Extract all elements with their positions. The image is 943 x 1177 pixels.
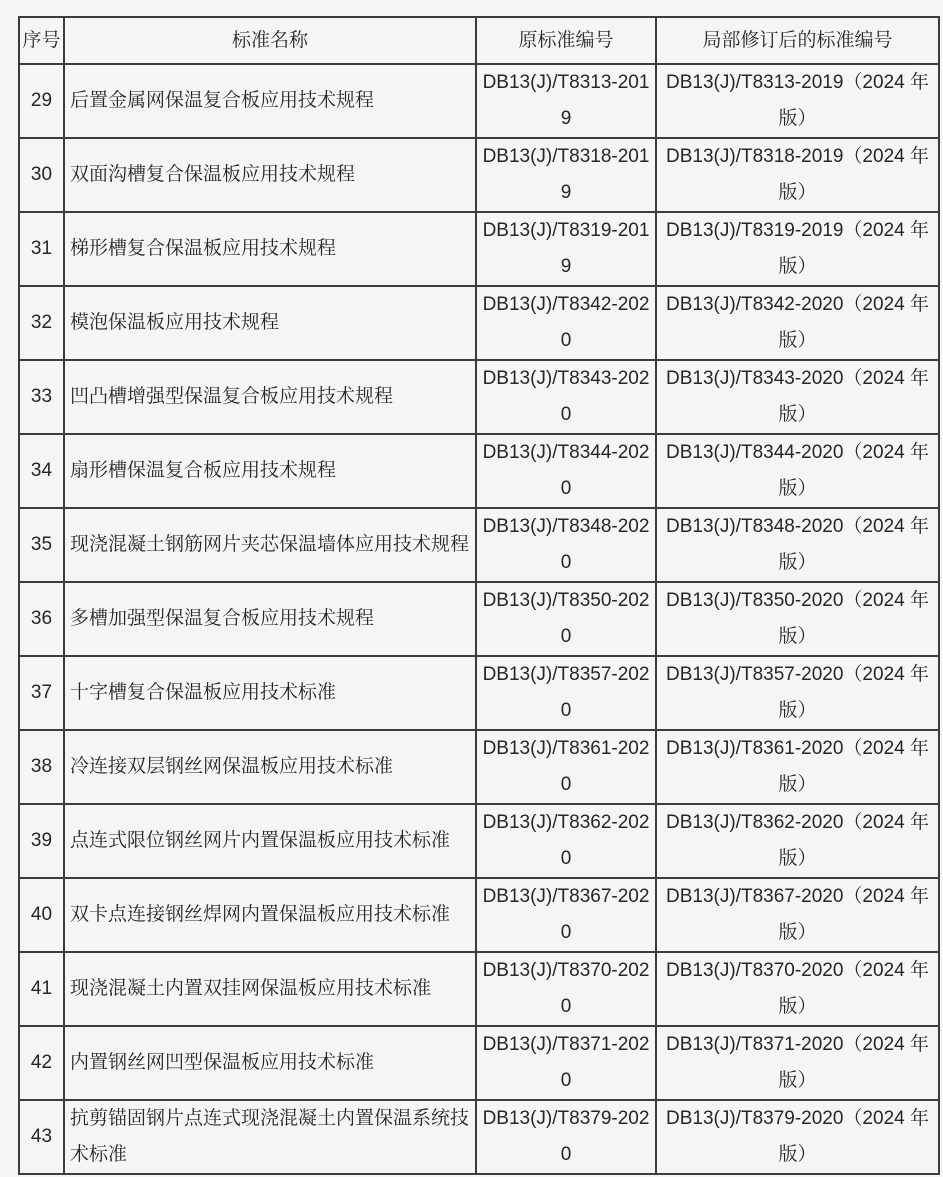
- cell-serial-number: 42: [19, 1026, 64, 1100]
- cell-serial-number: 30: [19, 138, 64, 212]
- cell-standard-name: 梯形槽复合保温板应用技术规程: [64, 212, 476, 286]
- cell-original-number: DB13(J)/T8367-2020: [476, 878, 656, 952]
- cell-serial-number: 38: [19, 730, 64, 804]
- table-row: [19, 434, 939, 508]
- cell-serial-number: 39: [19, 804, 64, 878]
- cell-serial-number: 37: [19, 656, 64, 730]
- cell-original-number: DB13(J)/T8371-2020: [476, 1026, 656, 1100]
- cell-standard-name: 现浇混凝土内置双挂网保温板应用技术标准: [64, 952, 476, 1026]
- cell-standard-name: 后置金属网保温复合板应用技术规程: [64, 64, 476, 138]
- cell-revised-number: DB13(J)/T8370-2020（2024 年版）: [656, 952, 939, 1026]
- cell-revised-number: DB13(J)/T8343-2020（2024 年版）: [656, 360, 939, 434]
- cell-revised-number: DB13(J)/T8342-2020（2024 年版）: [656, 286, 939, 360]
- cell-revised-number: DB13(J)/T8344-2020（2024 年版）: [656, 434, 939, 508]
- cell-revised-number: DB13(J)/T8357-2020（2024 年版）: [656, 656, 939, 730]
- table-row: [19, 1026, 939, 1100]
- cell-original-number: DB13(J)/T8344-2020: [476, 434, 656, 508]
- cell-standard-name: 抗剪锚固钢片点连式现浇混凝土内置保温系统技术标准: [64, 1100, 476, 1174]
- table-row: [19, 804, 939, 878]
- table-row: [19, 1100, 939, 1174]
- table-row: [19, 212, 939, 286]
- col-header-revised-number: 局部修订后的标准编号: [656, 17, 939, 64]
- table-row: [19, 582, 939, 656]
- cell-standard-name: 冷连接双层钢丝网保温板应用技术标准: [64, 730, 476, 804]
- table-row: [19, 656, 939, 730]
- cell-original-number: DB13(J)/T8379-2020: [476, 1100, 656, 1174]
- cell-standard-name: 扇形槽保温复合板应用技术规程: [64, 434, 476, 508]
- cell-serial-number: 36: [19, 582, 64, 656]
- cell-original-number: DB13(J)/T8350-2020: [476, 582, 656, 656]
- cell-original-number: DB13(J)/T8318-2019: [476, 138, 656, 212]
- cell-revised-number: DB13(J)/T8362-2020（2024 年版）: [656, 804, 939, 878]
- header-row: [19, 17, 939, 64]
- cell-serial-number: 34: [19, 434, 64, 508]
- cell-original-number: DB13(J)/T8357-2020: [476, 656, 656, 730]
- table-row: [19, 286, 939, 360]
- cell-standard-name: 内置钢丝网凹型保温板应用技术标准: [64, 1026, 476, 1100]
- cell-serial-number: 29: [19, 64, 64, 138]
- cell-original-number: DB13(J)/T8370-2020: [476, 952, 656, 1026]
- cell-revised-number: DB13(J)/T8318-2019（2024 年版）: [656, 138, 939, 212]
- table-row: [19, 138, 939, 212]
- cell-revised-number: DB13(J)/T8348-2020（2024 年版）: [656, 508, 939, 582]
- table-row: [19, 952, 939, 1026]
- table-row: [19, 878, 939, 952]
- col-header-original-number: 原标准编号: [476, 17, 656, 64]
- table-header: [19, 17, 939, 64]
- table-row: [19, 360, 939, 434]
- cell-standard-name: 双卡点连接钢丝焊网内置保温板应用技术标准: [64, 878, 476, 952]
- table-row: [19, 508, 939, 582]
- col-header-standard-name: 标准名称: [64, 17, 476, 64]
- cell-original-number: DB13(J)/T8319-2019: [476, 212, 656, 286]
- col-header-serial-number: 序号: [19, 17, 64, 64]
- standards-revision-table: [18, 16, 940, 1175]
- cell-revised-number: DB13(J)/T8371-2020（2024 年版）: [656, 1026, 939, 1100]
- cell-revised-number: DB13(J)/T8319-2019（2024 年版）: [656, 212, 939, 286]
- cell-serial-number: 33: [19, 360, 64, 434]
- cell-standard-name: 凹凸槽增强型保温复合板应用技术规程: [64, 360, 476, 434]
- cell-standard-name: 点连式限位钢丝网片内置保温板应用技术标准: [64, 804, 476, 878]
- cell-standard-name: 双面沟槽复合保温板应用技术规程: [64, 138, 476, 212]
- table-row: [19, 64, 939, 138]
- table-body: [19, 64, 939, 1174]
- cell-original-number: DB13(J)/T8361-2020: [476, 730, 656, 804]
- cell-original-number: DB13(J)/T8342-2020: [476, 286, 656, 360]
- cell-revised-number: DB13(J)/T8379-2020（2024 年版）: [656, 1100, 939, 1174]
- cell-serial-number: 41: [19, 952, 64, 1026]
- cell-revised-number: DB13(J)/T8367-2020（2024 年版）: [656, 878, 939, 952]
- cell-standard-name: 多槽加强型保温复合板应用技术规程: [64, 582, 476, 656]
- cell-serial-number: 43: [19, 1100, 64, 1174]
- cell-standard-name: 现浇混凝土钢筋网片夹芯保温墙体应用技术规程: [64, 508, 476, 582]
- cell-original-number: DB13(J)/T8343-2020: [476, 360, 656, 434]
- cell-original-number: DB13(J)/T8362-2020: [476, 804, 656, 878]
- cell-revised-number: DB13(J)/T8313-2019（2024 年版）: [656, 64, 939, 138]
- table-row: [19, 730, 939, 804]
- cell-standard-name: 模泡保温板应用技术规程: [64, 286, 476, 360]
- cell-original-number: DB13(J)/T8348-2020: [476, 508, 656, 582]
- cell-serial-number: 31: [19, 212, 64, 286]
- cell-standard-name: 十字槽复合保温板应用技术标准: [64, 656, 476, 730]
- cell-revised-number: DB13(J)/T8361-2020（2024 年版）: [656, 730, 939, 804]
- cell-revised-number: DB13(J)/T8350-2020（2024 年版）: [656, 582, 939, 656]
- cell-serial-number: 32: [19, 286, 64, 360]
- cell-serial-number: 40: [19, 878, 64, 952]
- cell-serial-number: 35: [19, 508, 64, 582]
- cell-original-number: DB13(J)/T8313-2019: [476, 64, 656, 138]
